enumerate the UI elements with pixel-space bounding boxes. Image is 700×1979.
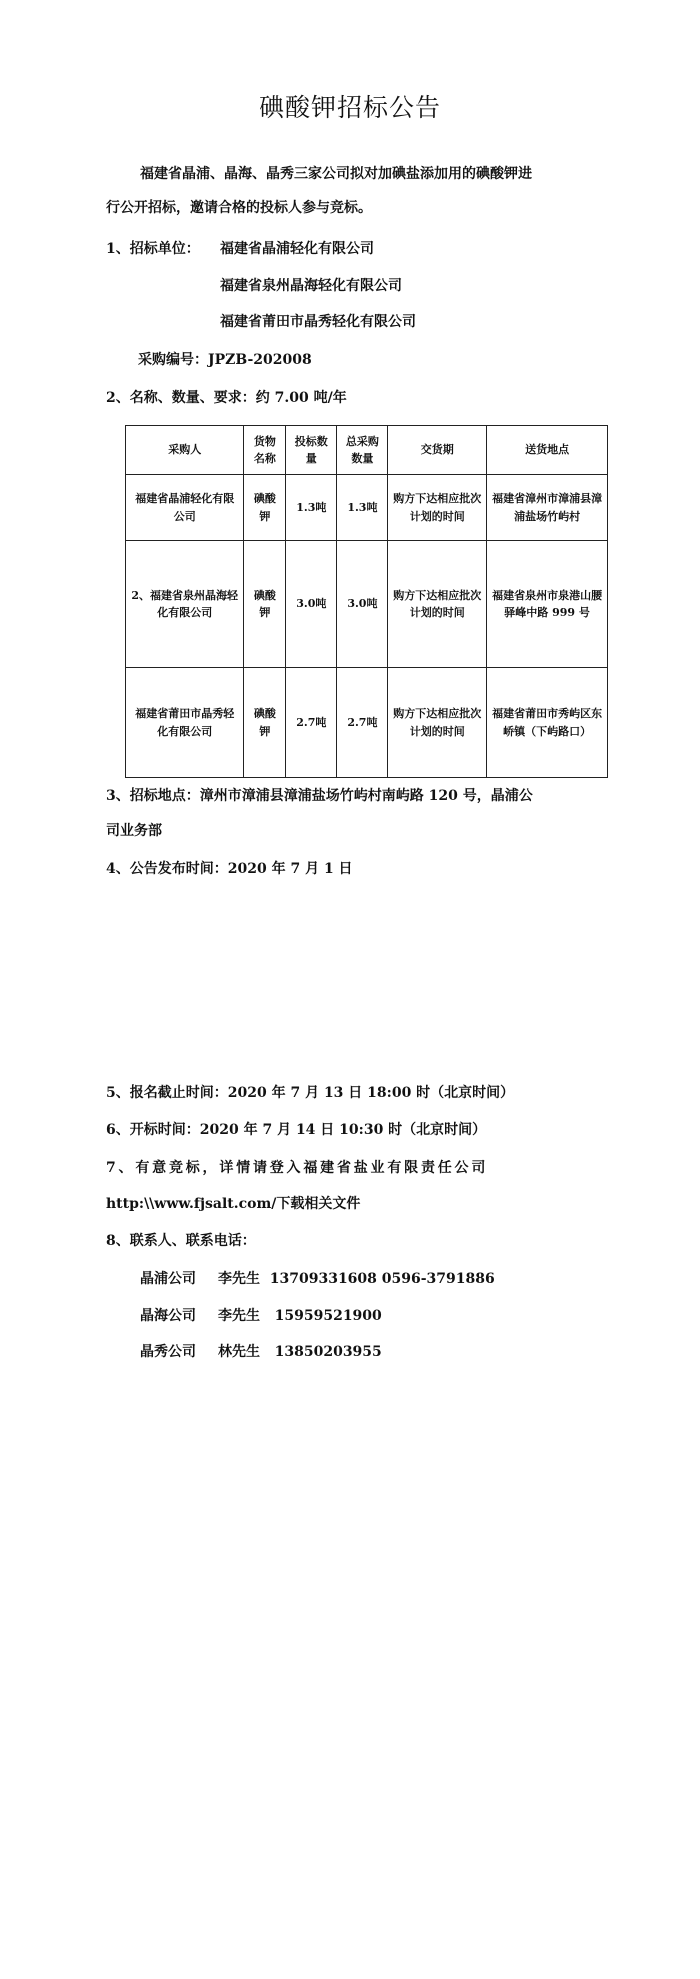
page-title: 碘酸钾招标公告 — [258, 93, 441, 122]
purchase-code-row — [138, 349, 312, 369]
cell-buyer: 福建省莆田市晶秀轻化有限公司 — [126, 668, 244, 778]
contact-company: 晶浦公司 — [140, 1271, 196, 1287]
section-1-label: 1、招标单位： — [106, 241, 200, 257]
section-3-line-2: 司业务部 — [106, 823, 162, 839]
bid-table — [125, 425, 608, 778]
table-row — [126, 475, 608, 541]
bidding-unit-2: 福建省泉州晶海轻化有限公司 — [220, 278, 402, 294]
col-header-bid-qty: 投标数量 — [286, 426, 337, 475]
section-4: 4、公告发布时间：2020 年 7 月 1 日 — [106, 861, 353, 877]
cell-total-qty: 3.0吨 — [337, 541, 388, 668]
purchase-code-label: 采购编号： — [138, 352, 208, 368]
cell-bid-qty: 2.7吨 — [286, 668, 337, 778]
cell-address: 福建省泉州市泉港山腰驿峰中路 999 号 — [487, 541, 608, 668]
bidding-unit-1: 福建省晶浦轻化有限公司 — [220, 241, 374, 257]
contact-company: 晶秀公司 — [140, 1344, 196, 1360]
section-3-line-1: 3、招标地点：漳州市漳浦县漳浦盐场竹屿村南屿路 120 号，晶浦公 — [106, 788, 533, 804]
contact-person: 林先生 — [218, 1344, 260, 1360]
col-header-total-qty: 总采购数量 — [337, 426, 388, 475]
contact-row — [140, 1305, 382, 1325]
contact-phone: 13709331608 0596-3791886 — [269, 1271, 495, 1287]
table-row — [126, 668, 608, 778]
contact-phone: 13850203955 — [274, 1344, 382, 1360]
section-5: 5、报名截止时间：2020 年 7 月 13 日 18:00 时（北京时间） — [106, 1085, 515, 1101]
intro-line-1: 福建省晶浦、晶海、晶秀三家公司拟对加碘盐添加用的碘酸钾进 — [140, 166, 532, 182]
section-2-title: 2、名称、数量、要求：约 7.00 吨/年 — [106, 390, 347, 406]
intro-line-2: 行公开招标，邀请合格的投标人参与竞标。 — [106, 200, 372, 216]
contact-row — [140, 1268, 495, 1288]
col-header-delivery: 交货期 — [388, 426, 487, 475]
section-7-line-1: 7、有意竞标，详情请登入福建省盐业有限责任公司 — [106, 1160, 489, 1176]
section-7-url[interactable]: http:\\www.fjsalt.com/下载相关文件 — [106, 1196, 361, 1212]
purchase-code: JPZB-202008 — [208, 352, 312, 368]
contact-row — [140, 1341, 382, 1361]
cell-bid-qty: 1.3吨 — [286, 475, 337, 541]
cell-goods: 碘酸钾 — [244, 668, 286, 778]
cell-bid-qty: 3.0吨 — [286, 541, 337, 668]
contact-company: 晶海公司 — [140, 1308, 196, 1324]
cell-goods: 碘酸钾 — [244, 475, 286, 541]
cell-total-qty: 1.3吨 — [337, 475, 388, 541]
cell-total-qty: 2.7吨 — [337, 668, 388, 778]
col-header-buyer: 采购人 — [126, 426, 244, 475]
cell-delivery: 购方下达相应批次计划的时间 — [388, 668, 487, 778]
cell-address: 福建省漳州市漳浦县漳浦盐场竹屿村 — [487, 475, 608, 541]
cell-buyer: 福建省晶浦轻化有限公司 — [126, 475, 244, 541]
section-6: 6、开标时间：2020 年 7 月 14 日 10:30 时（北京时间） — [106, 1122, 487, 1138]
cell-delivery: 购方下达相应批次计划的时间 — [388, 475, 487, 541]
cell-delivery: 购方下达相应批次计划的时间 — [388, 541, 487, 668]
contact-phone: 15959521900 — [274, 1308, 382, 1324]
cell-address: 福建省莆田市秀屿区东峤镇（下屿路口） — [487, 668, 608, 778]
section-8-label: 8、联系人、联系电话： — [106, 1233, 256, 1249]
cell-buyer: 2、福建省泉州晶海轻化有限公司 — [126, 541, 244, 668]
col-header-goods: 货物名称 — [244, 426, 286, 475]
table-row — [126, 541, 608, 668]
bidding-unit-3: 福建省莆田市晶秀轻化有限公司 — [220, 314, 416, 330]
contact-person: 李先生 — [218, 1308, 260, 1324]
col-header-address: 送货地点 — [487, 426, 608, 475]
contact-person: 李先生 — [218, 1271, 260, 1287]
cell-goods: 碘酸钾 — [244, 541, 286, 668]
table-header-row — [126, 426, 608, 475]
